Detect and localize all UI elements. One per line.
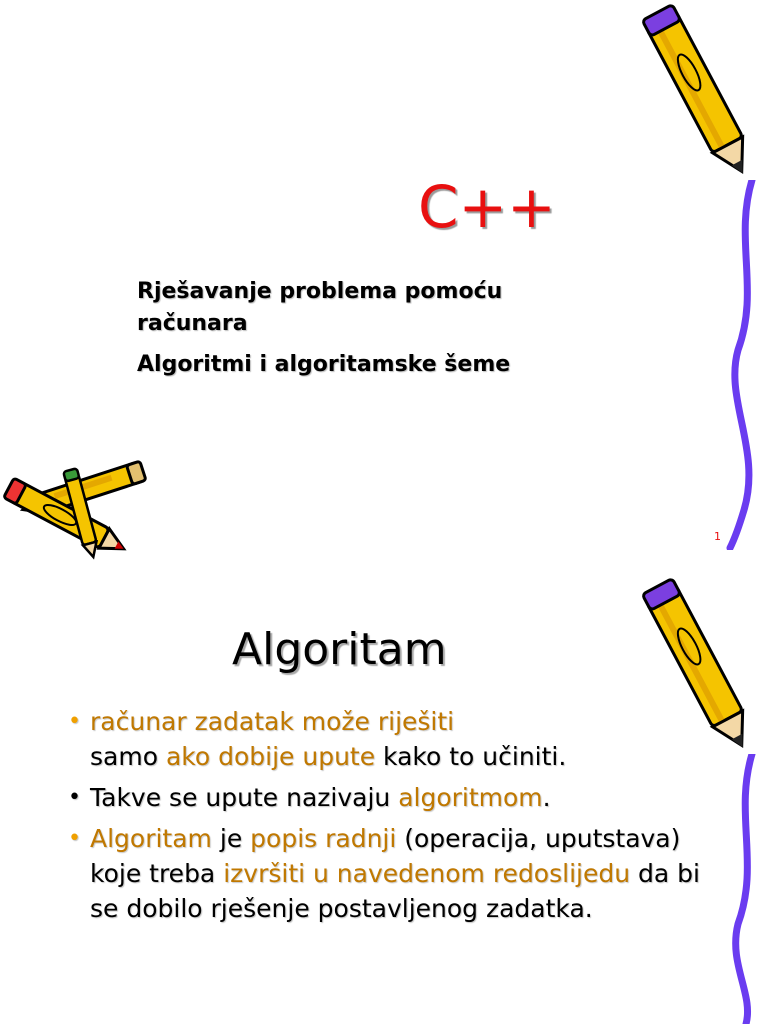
text: (operacija, uputstava) koje treba bbox=[90, 824, 681, 888]
bullet-dot-icon: • bbox=[68, 785, 81, 810]
content-slide bbox=[0, 574, 768, 1024]
bullet-dot-icon: • bbox=[68, 826, 81, 851]
highlighted-text: ako dobije upute bbox=[165, 742, 376, 771]
text: je bbox=[211, 824, 251, 853]
slide-title: C++ bbox=[418, 173, 556, 241]
text: . bbox=[542, 783, 551, 812]
text: samo bbox=[90, 742, 166, 771]
subtitle-line-2: Algoritmi i algoritamske šeme bbox=[137, 352, 511, 377]
bullet-dot-icon: • bbox=[68, 709, 81, 734]
bullet-item bbox=[68, 780, 708, 815]
bullet-item bbox=[68, 704, 708, 774]
pencil-icon bbox=[640, 0, 760, 190]
text: da bi se dobilo rješenje postavljenog zadatka. bbox=[90, 859, 700, 923]
page-number: 1 bbox=[714, 530, 721, 543]
purple-curl-decoration bbox=[724, 754, 768, 1024]
bullet-list bbox=[68, 704, 708, 932]
highlighted-text: izvršiti u navedenom redoslijedu bbox=[223, 859, 631, 888]
highlighted-text: Algoritam bbox=[90, 824, 212, 853]
purple-curl-decoration bbox=[724, 180, 768, 550]
text: Takve se upute nazivaju bbox=[90, 783, 399, 812]
highlighted-text: algoritmom bbox=[398, 783, 543, 812]
highlighted-text: popis radnji bbox=[250, 824, 397, 853]
text: kako to učiniti. bbox=[375, 742, 567, 771]
highlighted-text: računar zadatak može riješiti bbox=[90, 707, 455, 736]
crossed-pencils-icon bbox=[0, 460, 160, 568]
bullet-item bbox=[68, 821, 708, 926]
subtitle-line-1: Rješavanje problema pomoću računara bbox=[137, 279, 503, 336]
slide-title: Algoritam bbox=[232, 624, 447, 675]
